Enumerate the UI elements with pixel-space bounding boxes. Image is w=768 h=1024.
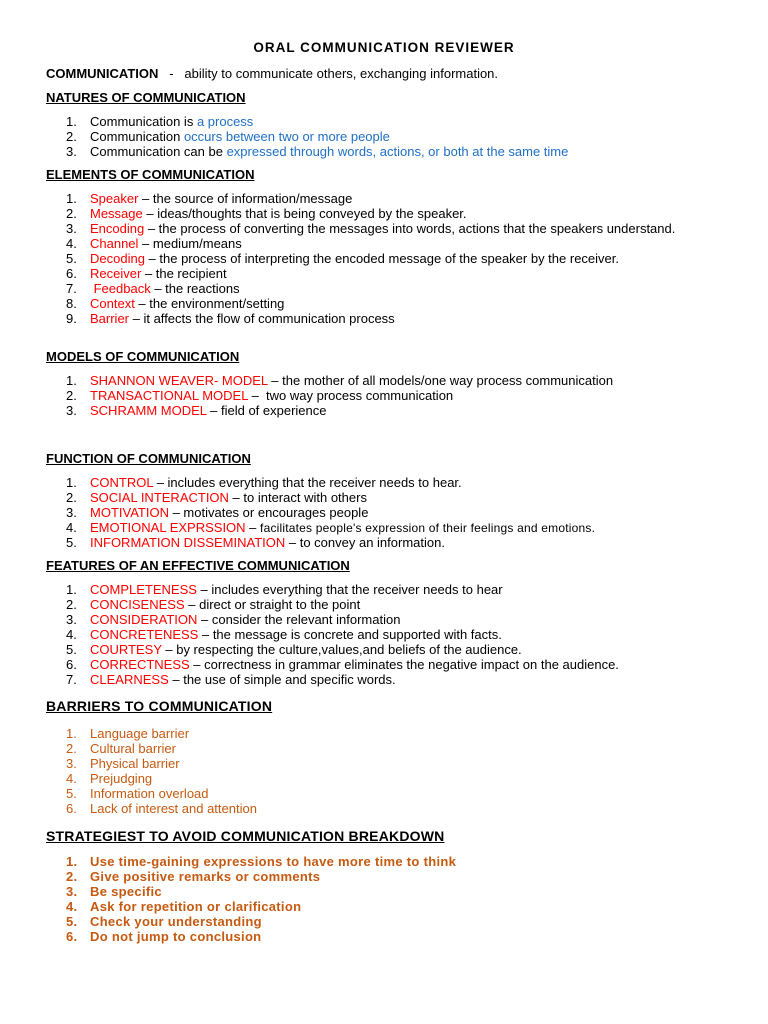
item-number: 4. (66, 236, 77, 251)
item-highlight: occurs between two or more people (183, 129, 390, 144)
item-number: 2. (66, 129, 77, 144)
item-term: SCHRAMM MODEL (90, 403, 207, 418)
elements-heading: ELEMENTS OF COMMUNICATION (46, 167, 255, 182)
item-number: 3. (66, 144, 77, 159)
item-number: 3. (66, 403, 77, 418)
item-number: 4. (66, 627, 77, 642)
item-number: 1. (66, 475, 77, 490)
item-text: – ideas/thoughts that is being conveyed by the speaker. (142, 206, 467, 221)
item-term: Barrier (90, 311, 130, 326)
item-number: 5. (66, 251, 77, 266)
natures-heading: NATURES OF COMMUNICATION (46, 90, 246, 105)
item-number: 2. (66, 597, 77, 612)
functions-list (0, 475, 595, 550)
list-item (0, 221, 675, 236)
item-number: 6. (66, 801, 77, 816)
item-number: 1. (66, 854, 78, 869)
list-item (0, 191, 675, 206)
list-item (0, 854, 456, 869)
item-number: 3. (66, 612, 77, 627)
item-text: – correctness in grammar eliminates the negative impact on the audience. (189, 657, 619, 672)
list-item (0, 505, 595, 520)
item-term: CLEARNESS (90, 672, 169, 687)
item-number: 2. (66, 869, 78, 884)
item-text: – by respecting the culture,values,and beliefs of the audience. (161, 642, 522, 657)
list-item (0, 490, 595, 505)
features-list (0, 582, 619, 687)
item-number: 7. (66, 672, 77, 687)
item-number: 3. (66, 884, 78, 899)
strategies-heading: STRATEGIEST TO AVOID COMMUNICATION BREAKDOWN (46, 828, 445, 844)
item-text: – the process of converting the messages into words, actions that the speakers understand. (144, 221, 676, 236)
item-text: – the recipient (141, 266, 227, 281)
item-number: 1. (66, 114, 77, 129)
item-text: – medium/means (138, 236, 242, 251)
list-item (0, 114, 568, 129)
item-text: Use time-gaining expressions to have more time to think (90, 854, 457, 869)
item-text: – to convey an information. (285, 535, 445, 550)
item-text: Language barrier (90, 726, 190, 741)
item-number: 1. (66, 373, 77, 388)
list-item (0, 535, 595, 550)
item-text: Communication (90, 129, 184, 144)
item-number: 5. (66, 535, 77, 550)
item-term: COMPLETENESS (90, 582, 197, 597)
features-heading: FEATURES OF AN EFFECTIVE COMMUNICATION (46, 558, 350, 573)
item-term: TRANSACTIONAL MODEL (90, 388, 248, 403)
list-item (0, 597, 619, 612)
list-item (0, 144, 568, 159)
item-text: Communication can be (90, 144, 227, 159)
item-number: 9. (66, 311, 77, 326)
list-item (0, 786, 257, 801)
definition-separator: - (158, 66, 185, 81)
communication-definition (46, 66, 498, 81)
list-item (0, 612, 619, 627)
item-term: Channel (90, 236, 139, 251)
item-number: 7. (66, 281, 77, 296)
item-text: Give positive remarks or comments (90, 869, 321, 884)
list-item (0, 251, 675, 266)
item-term: Feedback (90, 281, 151, 296)
item-text: – direct or straight to the point (184, 597, 361, 612)
item-text: Check your understanding (90, 914, 262, 929)
item-text: facilitates people's expression of their feelings and emotions. (260, 521, 596, 535)
item-text: – to interact with others (228, 490, 367, 505)
item-number: 2. (66, 388, 77, 403)
item-number: 4. (66, 520, 77, 535)
item-number: 2. (66, 206, 77, 221)
list-item (0, 236, 675, 251)
models-list (0, 373, 613, 418)
item-text: Prejudging (90, 771, 153, 786)
item-term: Message (90, 206, 143, 221)
item-text: – the reactions (150, 281, 240, 296)
item-number: 4. (66, 899, 78, 914)
list-item (0, 672, 619, 687)
document-title: ORAL COMMUNICATION REVIEWER (253, 40, 515, 55)
item-number: 5. (66, 914, 78, 929)
item-number: 1. (66, 582, 77, 597)
item-term: MOTIVATION (90, 505, 169, 520)
item-term: Receiver (90, 266, 142, 281)
list-item (0, 373, 613, 388)
list-item (0, 899, 456, 914)
item-number: 6. (66, 657, 77, 672)
item-text: Physical barrier (90, 756, 180, 771)
item-number: 2. (66, 490, 77, 505)
item-text: – it affects the flow of communication process (129, 311, 395, 326)
item-number: 4. (66, 771, 77, 786)
item-text: – the message is concrete and supported with facts. (198, 627, 502, 642)
item-term: CONCRETENESS (90, 627, 199, 642)
item-term: EMOTIONAL EXPRSSION (90, 520, 246, 535)
item-text: Information overload (90, 786, 209, 801)
item-text: Communication is (90, 114, 197, 129)
item-number: 1. (66, 726, 77, 741)
definition-term: COMMUNICATION (46, 66, 159, 81)
item-text: Be specific (90, 884, 162, 899)
list-item (0, 403, 613, 418)
barriers-heading: BARRIERS TO COMMUNICATION (46, 698, 273, 714)
item-number: 2. (66, 741, 77, 756)
item-term: COURTESY (90, 642, 162, 657)
list-item (0, 281, 675, 296)
item-number: 8. (66, 296, 77, 311)
list-item (0, 756, 257, 771)
list-item (0, 929, 456, 944)
item-term: CONSIDERATION (90, 612, 198, 627)
list-item (0, 582, 619, 597)
item-text: – the mother of all models/one way process communication (267, 373, 614, 388)
list-item (0, 726, 257, 741)
item-text: – includes everything that the receiver needs to hear. (153, 475, 462, 490)
item-text: – (245, 520, 261, 535)
item-text: – field of experience (206, 403, 327, 418)
models-heading: MODELS OF COMMUNICATION (46, 349, 240, 364)
item-number: 6. (66, 266, 77, 281)
list-item (0, 311, 675, 326)
list-item (0, 475, 595, 490)
list-item (0, 642, 619, 657)
list-item (0, 520, 595, 535)
item-term: SHANNON WEAVER- MODEL (90, 373, 268, 388)
item-text: – the process of interpreting the encoded message of the speaker by the receiver. (144, 251, 619, 266)
list-item (0, 657, 619, 672)
definition-text: ability to communicate others, exchanging information. (184, 66, 499, 81)
elements-list (0, 191, 675, 326)
item-text: – the source of information/message (138, 191, 353, 206)
item-text: Ask for repetition or clarification (90, 899, 302, 914)
item-number: 1. (66, 191, 77, 206)
list-item (0, 266, 675, 281)
list-item (0, 296, 675, 311)
list-item (0, 627, 619, 642)
natures-list (0, 114, 568, 159)
item-highlight: expressed through words, actions, or both at the same time (226, 144, 569, 159)
item-number: 3. (66, 756, 77, 771)
item-text: – motivates or encourages people (168, 505, 369, 520)
item-number: 3. (66, 505, 77, 520)
functions-heading: FUNCTION OF COMMUNICATION (46, 451, 251, 466)
item-number: 3. (66, 221, 77, 236)
item-term: CONTROL (90, 475, 154, 490)
item-term: SOCIAL INTERACTION (90, 490, 229, 505)
item-term: Decoding (90, 251, 145, 266)
strategies-list (0, 854, 456, 944)
item-highlight: a process (196, 114, 254, 129)
list-item (0, 884, 456, 899)
item-term: Speaker (90, 191, 139, 206)
list-item (0, 801, 257, 816)
item-number: 5. (66, 642, 77, 657)
item-text: – includes everything that the receiver needs to hear (196, 582, 503, 597)
item-text: Cultural barrier (90, 741, 176, 756)
list-item (0, 771, 257, 786)
list-item (0, 388, 613, 403)
item-term: Context (90, 296, 135, 311)
item-term: INFORMATION DISSEMINATION (90, 535, 286, 550)
list-item (0, 206, 675, 221)
item-text: – the use of simple and specific words. (168, 672, 396, 687)
item-text: – two way process communication (247, 388, 454, 403)
item-text: Do not jump to conclusion (90, 929, 262, 944)
item-number: 6. (66, 929, 78, 944)
list-item (0, 741, 257, 756)
item-number: 5. (66, 786, 77, 801)
item-term: Encoding (90, 221, 145, 236)
item-text: – the environment/setting (134, 296, 285, 311)
barriers-list (0, 726, 257, 816)
list-item (0, 129, 568, 144)
item-text: Lack of interest and attention (90, 801, 257, 816)
item-term: CONCISENESS (90, 597, 185, 612)
list-item (0, 914, 456, 929)
item-text: – consider the relevant information (197, 612, 401, 627)
item-term: CORRECTNESS (90, 657, 190, 672)
list-item (0, 869, 456, 884)
